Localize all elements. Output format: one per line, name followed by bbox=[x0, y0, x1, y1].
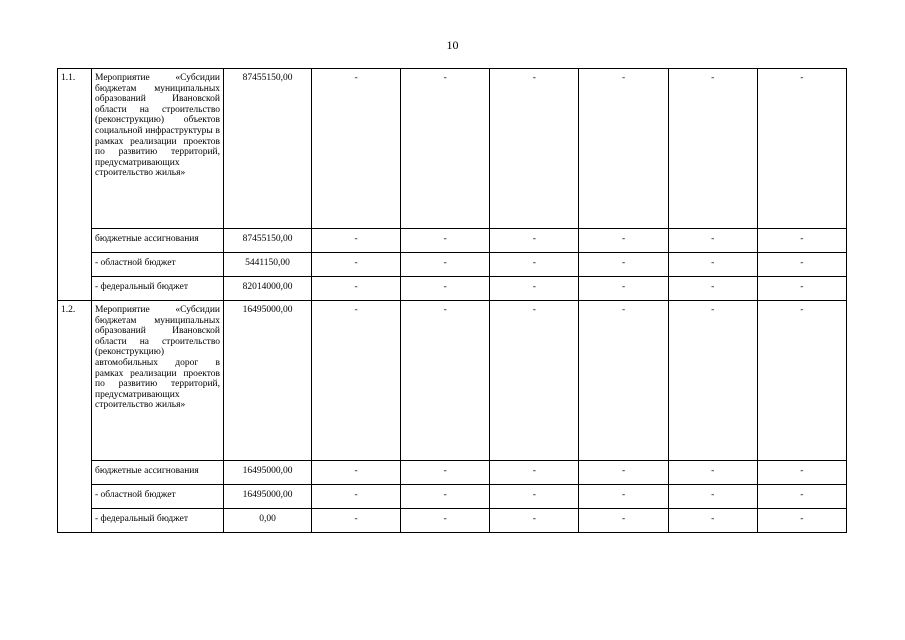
table-cell: - bbox=[579, 509, 668, 533]
table-cell: - bbox=[579, 69, 668, 229]
table-cell: - bbox=[668, 485, 757, 509]
table-cell: - bbox=[757, 253, 846, 277]
table-cell: - bbox=[579, 253, 668, 277]
row-number: 1.2. bbox=[58, 301, 92, 533]
table-cell: - bbox=[579, 301, 668, 461]
table-cell: - bbox=[490, 69, 579, 229]
table-row bbox=[58, 485, 847, 509]
table-cell: - bbox=[490, 253, 579, 277]
table-cell: - bbox=[579, 277, 668, 301]
sub-label: - областной бюджет bbox=[92, 485, 224, 509]
table-row bbox=[58, 509, 847, 533]
table-cell: - bbox=[668, 277, 757, 301]
table-cell: - bbox=[757, 461, 846, 485]
table-cell: - bbox=[757, 485, 846, 509]
budget-table bbox=[57, 68, 847, 533]
table-cell: - bbox=[490, 277, 579, 301]
table-cell: - bbox=[668, 69, 757, 229]
table-cell: - bbox=[490, 485, 579, 509]
table-row bbox=[58, 277, 847, 301]
table-cell: - bbox=[668, 461, 757, 485]
table-cell: - bbox=[312, 485, 401, 509]
table-cell: - bbox=[401, 485, 490, 509]
table-cell: - bbox=[312, 509, 401, 533]
activity-name: Мероприятие «Субсидии бюджетам муниципальных образований Ивановской области на строительство (реконструкцию) объектов социальной инфраструктуры в рамках реализации проектов по развитию территорий, предусматривающих строительство жилья» bbox=[92, 69, 224, 229]
table-cell: - bbox=[579, 229, 668, 253]
row-number: 1.1. bbox=[58, 69, 92, 301]
table-cell: - bbox=[312, 301, 401, 461]
total-value: 87455150,00 bbox=[224, 69, 312, 229]
table-row bbox=[58, 229, 847, 253]
table-cell: - bbox=[757, 69, 846, 229]
table-cell: - bbox=[312, 461, 401, 485]
table-row bbox=[58, 461, 847, 485]
table-cell: - bbox=[401, 509, 490, 533]
table-cell: - bbox=[312, 277, 401, 301]
total-value: 5441150,00 bbox=[224, 253, 312, 277]
table-cell: - bbox=[757, 509, 846, 533]
table-cell: - bbox=[757, 277, 846, 301]
total-value: 82014000,00 bbox=[224, 277, 312, 301]
table-cell: - bbox=[668, 301, 757, 461]
table-cell: - bbox=[312, 253, 401, 277]
table-cell: - bbox=[401, 253, 490, 277]
table-cell: - bbox=[401, 69, 490, 229]
sub-label: бюджетные ассигнования bbox=[92, 229, 224, 253]
table-cell: - bbox=[312, 69, 401, 229]
sub-label: - федеральный бюджет bbox=[92, 277, 224, 301]
page-number: 10 bbox=[446, 38, 459, 52]
table-cell: - bbox=[579, 485, 668, 509]
table-cell: - bbox=[490, 229, 579, 253]
table-row bbox=[58, 253, 847, 277]
table-cell: - bbox=[668, 229, 757, 253]
table-row-1-2 bbox=[58, 301, 847, 461]
table-cell: - bbox=[401, 301, 490, 461]
sub-label: - федеральный бюджет bbox=[92, 509, 224, 533]
table-cell: - bbox=[579, 461, 668, 485]
total-value: 0,00 bbox=[224, 509, 312, 533]
total-value: 16495000,00 bbox=[224, 485, 312, 509]
table-cell: - bbox=[490, 301, 579, 461]
total-value: 16495000,00 bbox=[224, 301, 312, 461]
table-cell: - bbox=[757, 229, 846, 253]
table-cell: - bbox=[401, 229, 490, 253]
table-cell: - bbox=[668, 509, 757, 533]
table-cell: - bbox=[490, 461, 579, 485]
table-cell: - bbox=[401, 461, 490, 485]
total-value: 16495000,00 bbox=[224, 461, 312, 485]
table-cell: - bbox=[668, 253, 757, 277]
table-cell: - bbox=[312, 229, 401, 253]
table-row-1-1 bbox=[58, 69, 847, 229]
table-cell: - bbox=[401, 277, 490, 301]
activity-name: Мероприятие «Субсидии бюджетам муниципальных образований Ивановской области на строительство (реконструкцию) автомобильных дорог в рамках реализации проектов по развитию территорий, предусматривающих строительство жилья» bbox=[92, 301, 224, 461]
table-cell: - bbox=[490, 509, 579, 533]
total-value: 87455150,00 bbox=[224, 229, 312, 253]
table-cell: - bbox=[757, 301, 846, 461]
sub-label: - областной бюджет bbox=[92, 253, 224, 277]
sub-label: бюджетные ассигнования bbox=[92, 461, 224, 485]
